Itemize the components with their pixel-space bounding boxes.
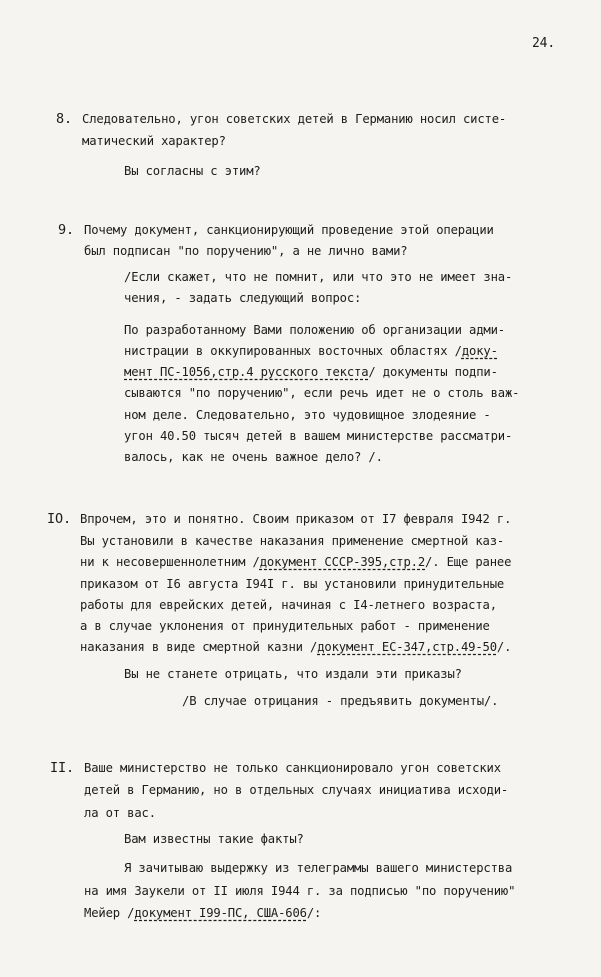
question-8-number: 8.: [56, 111, 72, 127]
question-9-line-9: ном деле. Следовательно, это чудовищное злодеяние -: [124, 408, 491, 422]
question-10-number: IO.: [47, 511, 71, 527]
document-reference: документ I99-ПС, США-606: [134, 906, 307, 920]
question-10-line-3: ни к несовершеннолетним /документ СССР-395,стр.2/. Еще ранее: [80, 555, 512, 569]
question-11-line-2: детей в Германию, но в отдельных случаях инициатива исходи-: [84, 783, 509, 797]
question-10-line-7: наказания в виде смертной казни /документ ЕС-347,стр.49-50/.: [80, 640, 512, 654]
question-10-line-6: а в случае уклонения от принудительных работ - применение: [80, 619, 490, 633]
question-10-line-2: Вы установили в качестве наказания применение смертной каз-: [80, 534, 505, 548]
question-9-line-1: Почему документ, санкционирующий проведение этой операции: [84, 223, 494, 237]
page-number: 24.: [532, 36, 556, 51]
question-8-line-3: Вы согласны с этим?: [124, 164, 261, 178]
question-10-line-9: /В случае отрицания - предъявить документы/.: [182, 694, 499, 708]
question-11-line-7: Мейер /документ I99-ПС, США-606/:: [84, 906, 322, 920]
question-11-line-4: Вам известны такие факты?: [124, 832, 304, 846]
question-9-line-2: был подписан "по поручению", а не лично вами?: [84, 244, 408, 258]
question-11-line-6: на имя Заукели от II июля I944 г. за подписью "по поручению": [84, 884, 516, 898]
question-10-line-4: приказом от I6 августа I94I г. вы установили принудительные: [80, 577, 505, 591]
document-reference: документ СССР-395,стр.2: [259, 555, 425, 569]
question-9-line-8: сываются "по поручению", если речь идет не о столь важ-: [124, 386, 520, 400]
question-11-line-1: Ваше министерство не только санкционировало угон советских: [84, 761, 501, 775]
question-8-line-2: матический характер?: [82, 134, 226, 148]
question-10-line-1: Впрочем, это и понятно. Своим приказом от I7 февраля I942 г.: [80, 512, 512, 526]
question-9-line-5: По разработанному Вами положению об организации адми-: [124, 323, 505, 337]
question-10-line-5: работы для еврейских детей, начиная с I4-летнего возраста,: [80, 598, 497, 612]
document-reference: доку-: [461, 344, 498, 358]
question-9-number: 9.: [58, 222, 74, 238]
document-reference: документ ЕС-347,стр.49-50: [317, 640, 497, 654]
question-9-line-10: угон 40.50 тысяч детей в вашем министерстве рассматри-: [124, 429, 513, 443]
question-11-line-3: ла от вас.: [84, 806, 156, 820]
question-11-number: II.: [50, 760, 74, 776]
question-11-line-5: Я зачитываю выдержку из телеграммы вашего министерства: [124, 861, 513, 875]
question-10-line-8: Вы не станете отрицать, что издали эти приказы?: [124, 667, 462, 681]
question-9-line-6: нистрации в оккупированных восточных областях /доку-: [124, 344, 498, 358]
question-8-line-1: Следовательно, угон советских детей в Германию носил систе-: [82, 112, 507, 126]
question-9-line-4: чения, - задать следующий вопрос:: [124, 291, 362, 305]
question-9-line-3: /Если скажет, что не помнит, или что это не имеет зна-: [124, 270, 513, 284]
question-9-line-7: мент ПС-1056,стр.4 русского текста/ документы подпи-: [124, 365, 498, 379]
question-9-line-11: валось, как не очень важное дело? /.: [124, 450, 383, 464]
document-reference: мент ПС-1056,стр.4 русского текста: [124, 365, 369, 379]
